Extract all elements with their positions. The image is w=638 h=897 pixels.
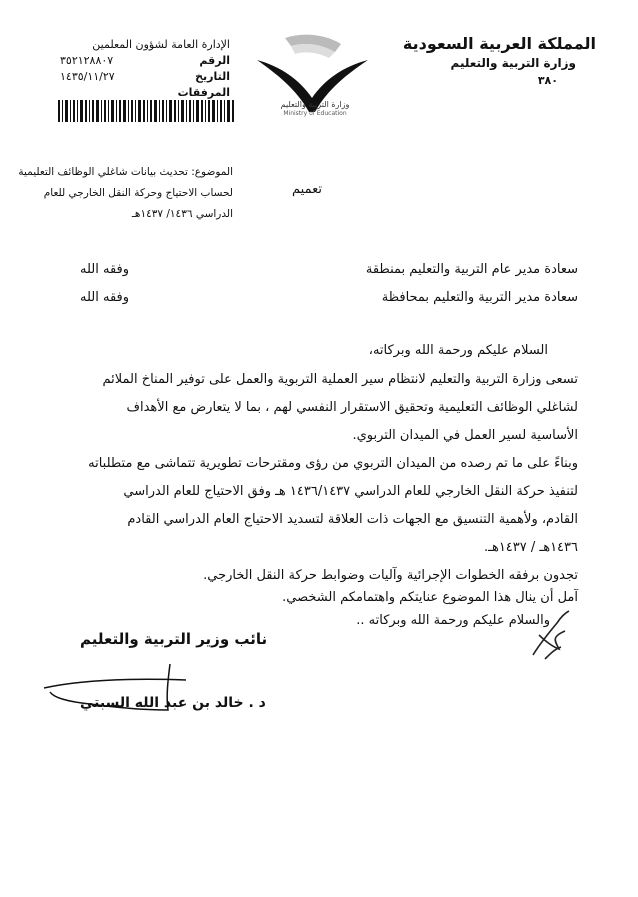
date-value: ١٤٣٥/١١/٢٧ bbox=[60, 70, 115, 83]
logo-caption-en: Ministry of Education bbox=[283, 110, 347, 117]
attachments-row bbox=[60, 86, 230, 99]
subject-line-2: لحساب الاحتياج وحركة النقل الخارجي للعام bbox=[43, 187, 233, 199]
logo-caption: وزارة التربية والتعليم bbox=[280, 100, 350, 109]
date-row bbox=[60, 70, 230, 83]
recipient-1: سعادة مدير عام التربية والتعليم بمنطقة bbox=[365, 262, 578, 277]
signatory-title: نائب وزير التربية والتعليم bbox=[80, 630, 268, 648]
date-label: التاريخ bbox=[195, 70, 230, 83]
initials-mark bbox=[525, 605, 575, 665]
paragraph-3: تجدون برفقه الخطوات الإجرائية وآليات وضوابط حركة النقل الخارجي. bbox=[203, 568, 578, 583]
paragraph-2-line-3: القادم، ولأهمية التنسيق مع الجهات ذات العلاقة لتسديد الاحتياج العام الدراسي القادم bbox=[127, 512, 578, 527]
reference-row bbox=[60, 54, 230, 67]
kingdom-name: المملكة العربية السعودية bbox=[402, 34, 596, 53]
subject-line-3: الدراسي ١٤٣٦/ ١٤٣٧هـ bbox=[131, 208, 233, 220]
paragraph-1-line-1: تسعى وزارة التربية والتعليم لانتظام سير العملية التربوية والعمل على توفير المناخ الملائم bbox=[102, 372, 578, 387]
paragraph-2-line-2: لتنفيذ حركة النقل الخارجي للعام الدراسي ١٤٣٦/١٤٣٧ هـ وفق الاحتياج للعام الدراسي bbox=[123, 484, 578, 499]
closing: والسلام عليكم ورحمة الله وبركاته .. bbox=[356, 613, 550, 628]
reference-label: الرقم bbox=[199, 54, 230, 67]
reference-number: ٣٥٢١٢٨٨٠٧ bbox=[60, 54, 114, 67]
attachments-label: المرفقات bbox=[177, 86, 230, 99]
barcode bbox=[58, 100, 234, 122]
subject-line-1: الموضوع: تحديث بيانات شاغلي الوظائف التعليمية bbox=[18, 166, 233, 178]
paragraph-1-line-2: لشاغلي الوظائف التعليمية وتحقيق الاستقرار النفسي لهم ، بما لا يتعارض مع الأهداف bbox=[126, 400, 578, 415]
recipient-1-blessing: وفقه الله bbox=[80, 262, 130, 277]
signatory-name: د . خالد بن عبد الله السبتي bbox=[80, 695, 266, 711]
ministry-code: ٣٨٠ bbox=[537, 74, 558, 87]
paragraph-2-line-1: وبناءً على ما تم رصده من الميدان التربوي من رؤى ومقترحات تطويرية تتماشى مع متطلباته bbox=[88, 456, 578, 471]
ministry-name: وزارة التربية والتعليم bbox=[450, 56, 576, 70]
circular-label: تعميم bbox=[292, 182, 322, 197]
recipient-2: سعادة مدير التربية والتعليم بمحافظة bbox=[381, 290, 578, 305]
paragraph-2-line-4: ١٤٣٦هـ / ١٤٣٧هـ. bbox=[484, 540, 578, 555]
greeting: السلام عليكم ورحمة الله وبركاته، bbox=[368, 343, 548, 358]
department-name: الإدارة العامة لشؤون المعلمين bbox=[92, 38, 230, 51]
paragraph-4: آمل أن ينال هذا الموضوع عنايتكم واهتمامكم الشخصي. bbox=[282, 590, 578, 605]
paragraph-1-line-3: الأساسية لسير العمل في الميدان التربوي. bbox=[352, 428, 578, 443]
recipient-2-blessing: وفقه الله bbox=[80, 290, 130, 305]
